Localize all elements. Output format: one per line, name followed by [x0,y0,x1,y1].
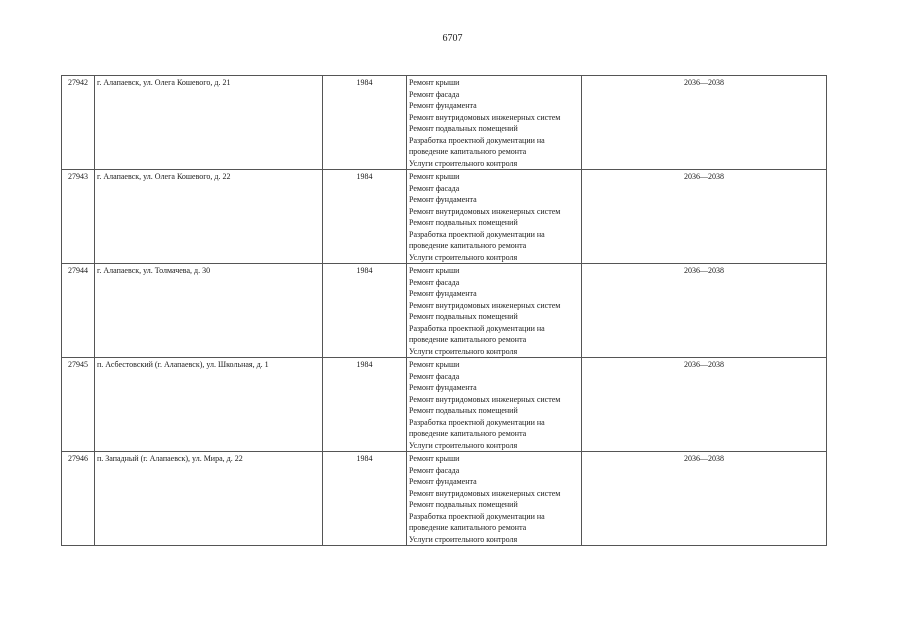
year-cell: 1984 [323,264,407,358]
table-row [62,358,827,452]
work-item: проведение капитального ремонта [409,335,527,344]
work-item: Ремонт фундамента [409,289,477,298]
work-item: Ремонт фасада [409,371,460,381]
works-cell [407,264,582,358]
capital-repair-table [61,75,827,546]
work-item: Ремонт фасада [409,183,460,193]
work-item: Разработка проектной документации на [409,135,545,145]
work-item: Ремонт внутридомовых инженерных систем [409,394,561,404]
work-item: Ремонт фундамента [409,477,477,486]
year-cell: 1984 [323,76,407,170]
period-cell: 2036—2038 [582,358,827,452]
row-number: 27943 [62,170,95,264]
work-item: Ремонт внутридомовых инженерных систем [409,206,561,216]
table-row [62,452,827,546]
work-item: Разработка проектной документации на [409,417,545,427]
row-number: 27945 [62,358,95,452]
address-cell: г. Алапаевск, ул. Толмачева, д. 30 [95,264,323,358]
work-item: Ремонт подвальных помещений [409,124,518,133]
period-cell: 2036—2038 [582,452,827,546]
address-cell: г. Алапаевск, ул. Олега Кошевого, д. 21 [95,76,323,170]
work-item: проведение капитального ремонта [409,147,527,156]
work-item: Ремонт подвальных помещений [409,218,518,227]
row-number: 27942 [62,76,95,170]
work-item: Ремонт внутридомовых инженерных систем [409,112,561,122]
work-item: Ремонт фундамента [409,383,477,392]
work-item: Ремонт внутридомовых инженерных систем [409,300,561,310]
work-item: Ремонт подвальных помещений [409,406,518,415]
works-cell [407,452,582,546]
work-item: Ремонт внутридомовых инженерных систем [409,488,561,498]
year-cell: 1984 [323,170,407,264]
works-cell [407,170,582,264]
work-item: Ремонт крыши [409,78,460,87]
period-cell: 2036—2038 [582,76,827,170]
work-item: Ремонт крыши [409,454,460,463]
work-item: Ремонт фундамента [409,101,477,110]
work-item: проведение капитального ремонта [409,429,527,438]
work-item: Ремонт фасада [409,89,460,99]
row-number: 27946 [62,452,95,546]
work-item: Ремонт подвальных помещений [409,312,518,321]
work-item: Услуги строительного контроля [409,158,518,168]
address-cell: г. Алапаевск, ул. Олега Кошевого, д. 22 [95,170,323,264]
table-row [62,170,827,264]
table-row [62,76,827,170]
work-item: Ремонт крыши [409,360,460,369]
period-cell: 2036—2038 [582,170,827,264]
works-cell [407,358,582,452]
table-row [62,264,827,358]
year-cell: 1984 [323,452,407,546]
work-item: Ремонт фасада [409,465,460,475]
work-item: Услуги строительного контроля [409,252,518,262]
work-item: Услуги строительного контроля [409,534,518,544]
work-item: Ремонт крыши [409,266,460,275]
work-item: Ремонт подвальных помещений [409,500,518,509]
year-cell: 1984 [323,358,407,452]
work-item: Ремонт фасада [409,277,460,287]
work-item: Разработка проектной документации на [409,511,545,521]
works-cell [407,76,582,170]
work-item: проведение капитального ремонта [409,523,527,532]
row-number: 27944 [62,264,95,358]
page-number: 6707 [442,33,463,44]
address-cell: п. Западный (г. Алапаевск), ул. Мира, д. 22 [95,452,323,546]
work-item: Услуги строительного контроля [409,440,518,450]
work-item: Разработка проектной документации на [409,229,545,239]
work-item: Разработка проектной документации на [409,323,545,333]
work-item: Услуги строительного контроля [409,346,518,356]
work-item: проведение капитального ремонта [409,241,527,250]
period-cell: 2036—2038 [582,264,827,358]
address-cell: п. Асбестовский (г. Алапаевск), ул. Школьная, д. 1 [95,358,323,452]
work-item: Ремонт фундамента [409,195,477,204]
work-item: Ремонт крыши [409,172,460,181]
